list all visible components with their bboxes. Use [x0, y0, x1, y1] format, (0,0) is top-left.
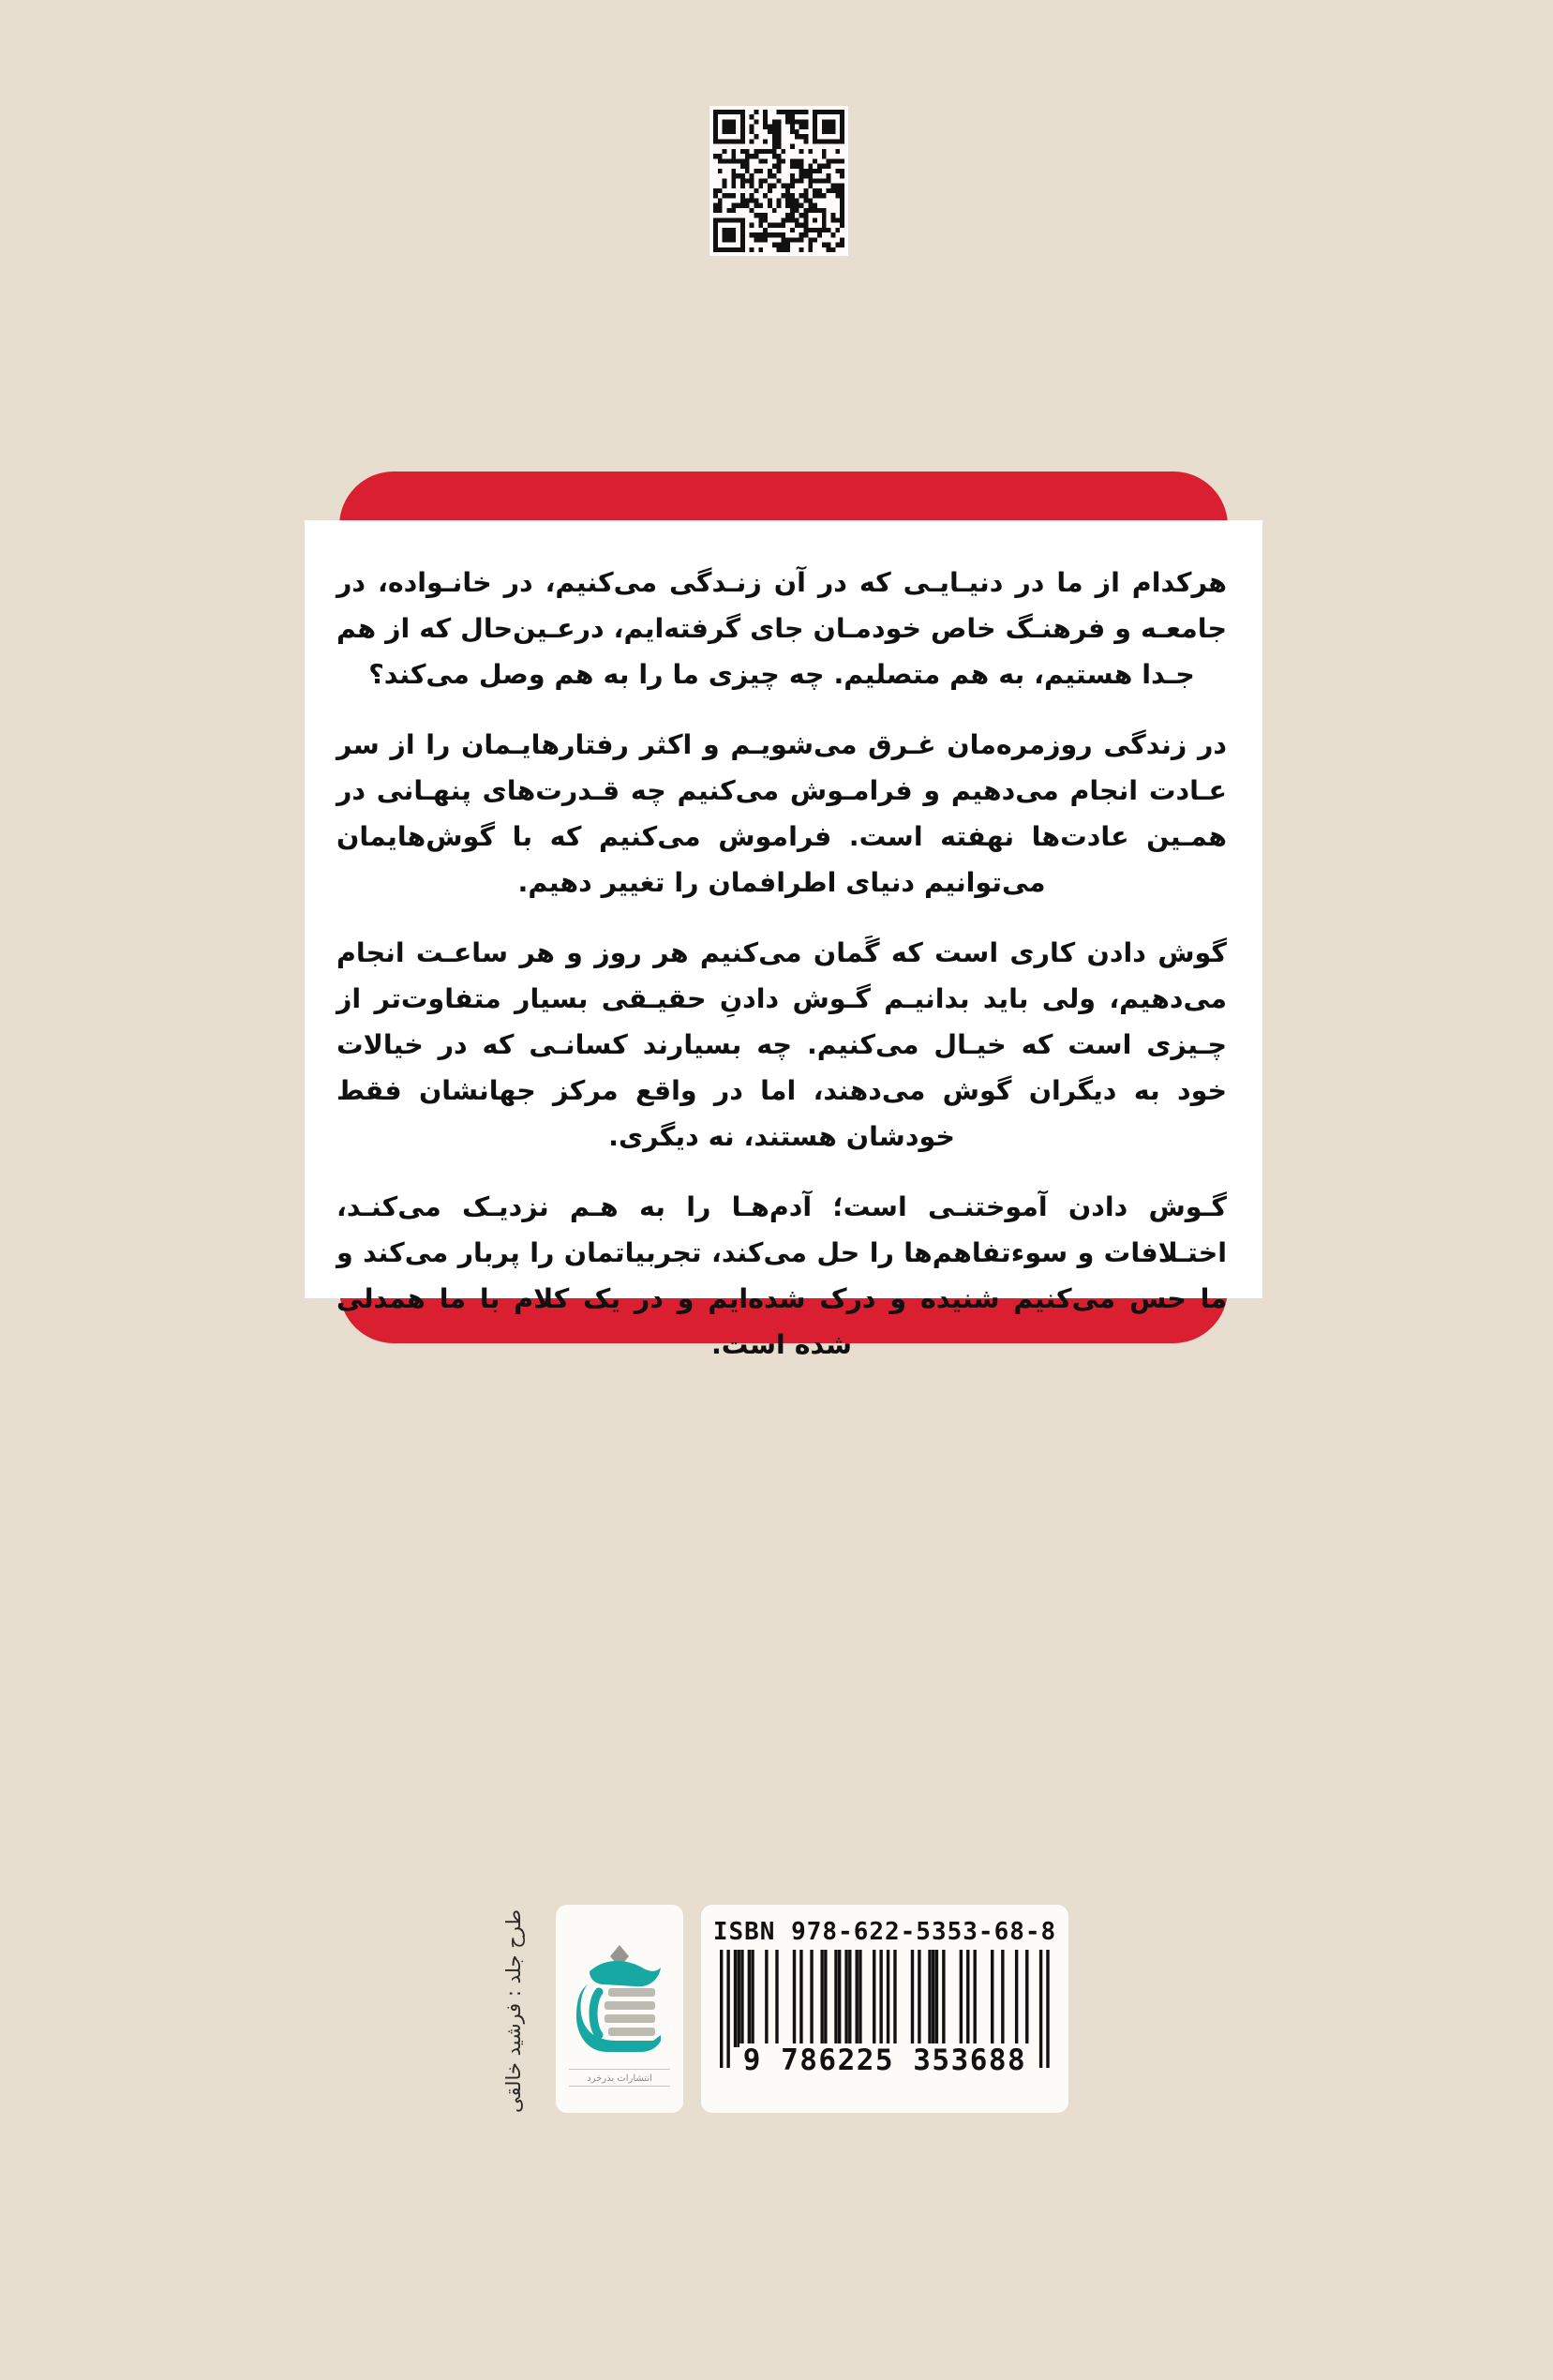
publisher-logo-card	[556, 1905, 683, 2113]
isbn-barcode-card	[701, 1905, 1068, 2113]
publisher-wordmark: انتشارات بذرخرد	[587, 2073, 652, 2084]
logo-divider-bottom	[569, 2086, 670, 2087]
bird-book-logo-icon	[567, 1930, 672, 2067]
cover-designer-credit: طرح جلد : فرشید خالقی	[502, 1908, 525, 2113]
qr-code-block	[709, 106, 848, 256]
blurb-paragraph-4: گـوش دادن آموختنـی است؛ آدم‌هـا را به هـم نزدیـک می‌کنـد، اختـلافات و سوءتفاهم‌ها را حل می‌کند، تجربیاتمان را پربار می‌کند و ما حس می‌کنیم شنیده و درک شده‌ایم و در یک کلام با ما همدلی شده است.	[336, 1191, 1227, 1361]
logo-divider-top	[569, 2069, 670, 2070]
ean13-digits: 9 786225 353688	[739, 2043, 1030, 2077]
blurb-paragraph-1: هرکدام از ما در دنیـایـی که در آن زنـدگی می‌کنیم، در خانـواده، در جامعـه و فرهنـگ خاص خودمـان جای گرفته‌ایم، درعـین‌حال که از هم جـدا هستیم، به هم متصلیم. چه چیزی ما را به هم وصل می‌کند؟	[336, 567, 1227, 691]
blurb-paragraph-2: در زندگی روزمره‌مان غـرق می‌شویـم و اکثر رفتارهایـمان را از سر عـادت انجام می‌دهیم و فرامـوش می‌کنیم چه قـدرت‌های پنهـانی در همـین عادت‌ها نهفته است. فراموش می‌کنیم که با گوش‌هایمان می‌توانیم دنیای اطرافمان را تغییر دهیم.	[336, 729, 1227, 899]
isbn-text: ISBN 978-622-5353-68-8	[712, 1918, 1057, 1946]
blurb-panel	[305, 520, 1262, 1361]
qr-code-image	[713, 110, 844, 252]
blurb-paragraph-3: گوش دادن کاری است که گَمان می‌کنیم هر روز و هر ساعـت انجام می‌دهیم، ولی باید بدانیـم گـوش دادنِ حقیـقی بسیار متفاوت‌تر از چـیزی است که خیـال می‌کنیم. چه بسیارند کسانـی که در خیالات خود به دیگران گوش می‌دهند، اما در واقع مرکز جهانشان فقط خودشان هستند، نه دیگری.	[336, 937, 1227, 1153]
